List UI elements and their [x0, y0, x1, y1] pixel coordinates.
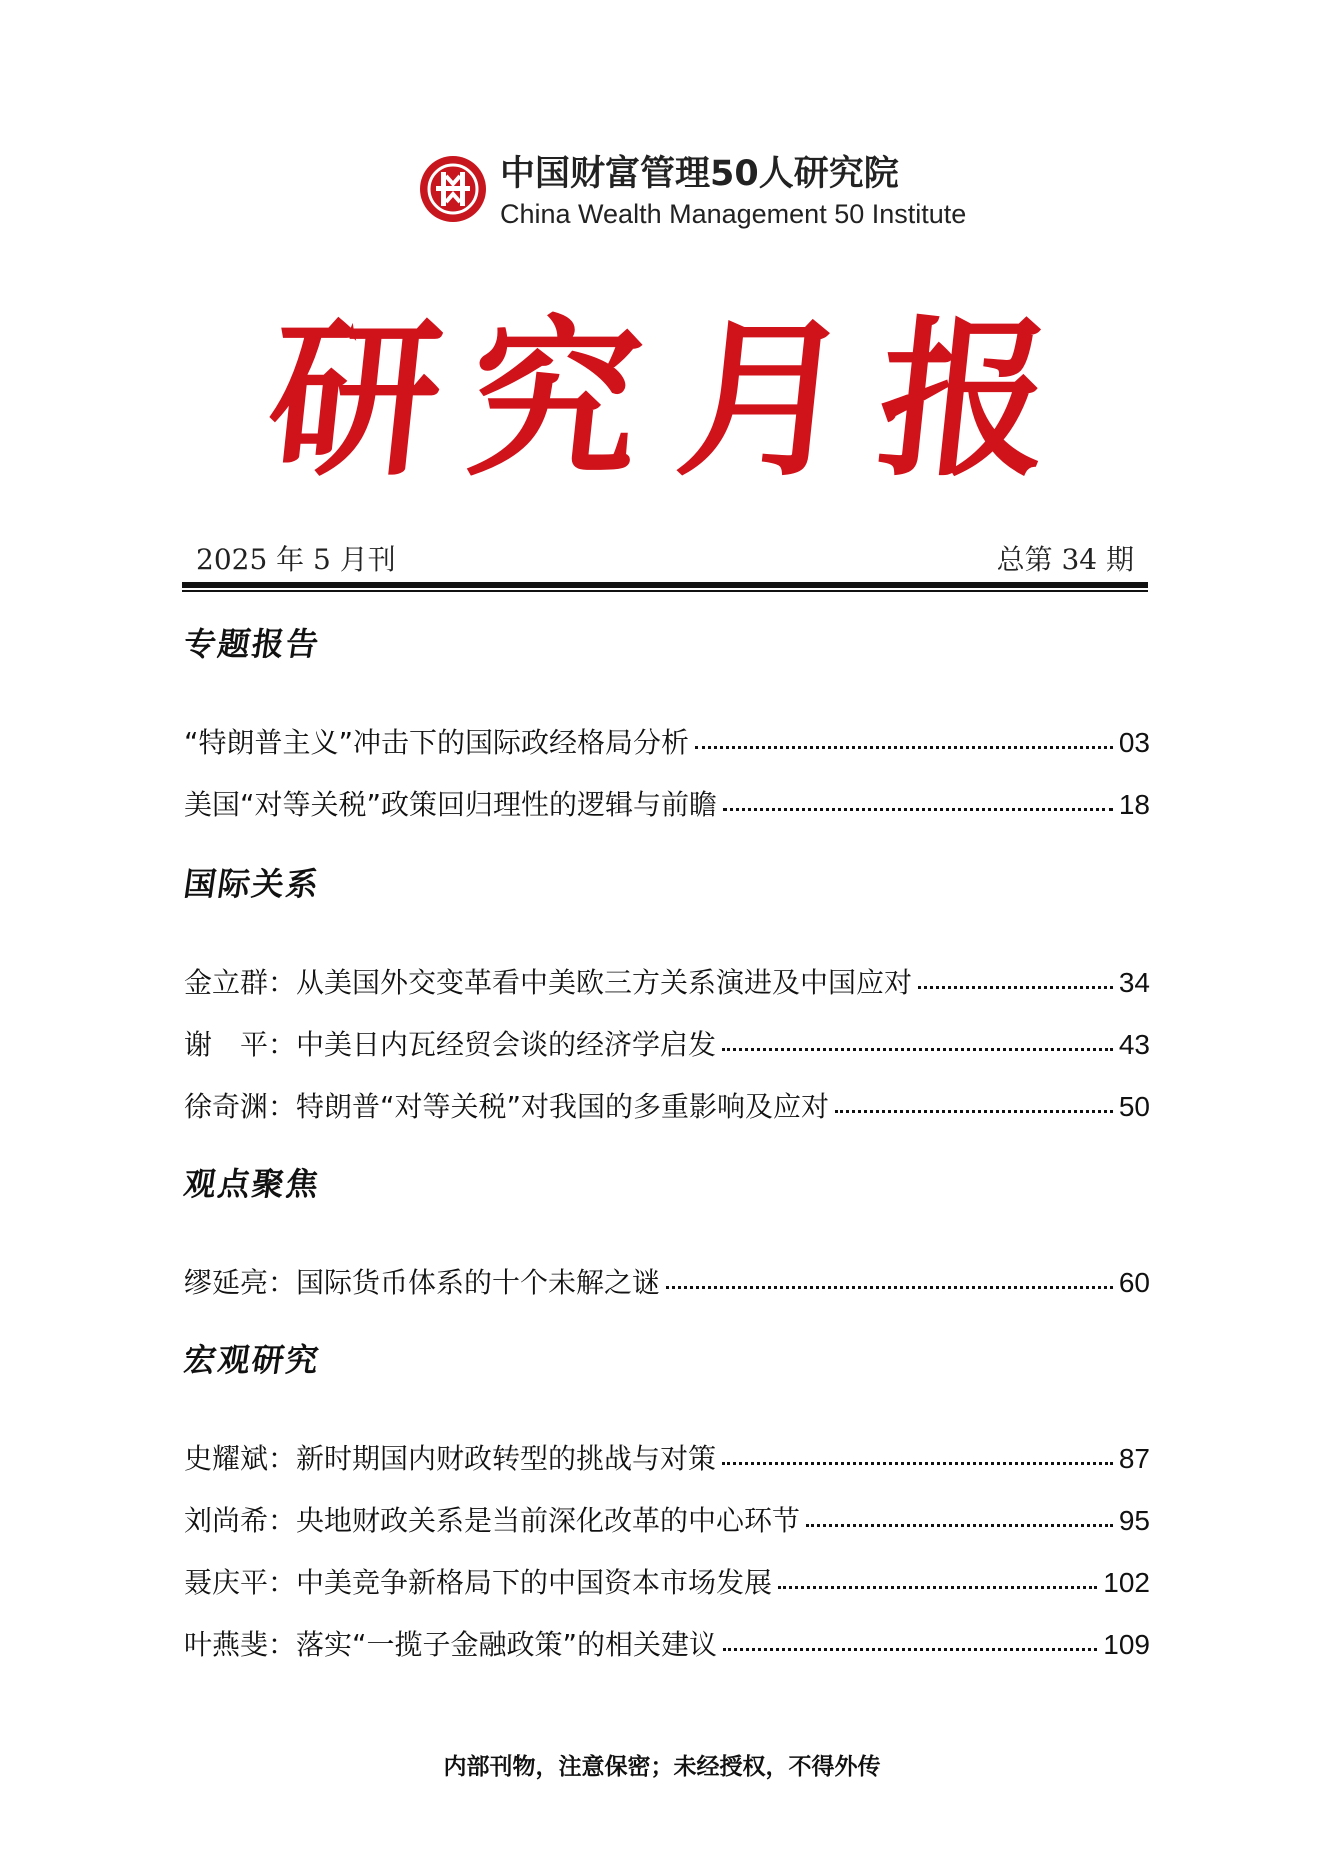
masthead-char: 究: [459, 300, 651, 500]
toc-section: [181, 860, 1150, 1160]
entry-page: 43: [1118, 1029, 1150, 1060]
issue-date: 2025 年 5 月刊: [196, 543, 396, 576]
institute-logo: [418, 152, 967, 232]
table-of-contents: [181, 620, 1150, 1696]
dot-leader: [778, 1586, 1097, 1589]
dot-leader: [723, 808, 1113, 811]
section-title: 观点聚焦: [181, 1165, 323, 1203]
entry-page: 34: [1118, 967, 1150, 998]
entry-title: 叶燕斐：落实“一揽子金融政策”的相关建议: [184, 1628, 718, 1661]
institute-name-cn: 中国财富管理50人研究院: [500, 154, 899, 194]
dot-leader: [722, 1462, 1113, 1465]
toc-entry[interactable]: [184, 712, 1150, 774]
toc-entry[interactable]: [184, 952, 1150, 1014]
toc-entry[interactable]: [184, 1428, 1150, 1490]
entry-title: “特朗普主义”冲击下的国际政经格局分析: [184, 726, 690, 759]
dot-leader: [723, 1648, 1097, 1651]
dot-leader: [695, 746, 1113, 749]
dot-leader: [835, 1110, 1113, 1113]
dot-leader: [806, 1524, 1113, 1527]
dot-leader: [722, 1048, 1113, 1051]
toc-section: [181, 620, 1150, 860]
entry-title: 缪延亮：国际货币体系的十个未解之谜: [184, 1266, 661, 1299]
header-rule-thick: [182, 582, 1148, 588]
toc-entry[interactable]: [184, 1490, 1150, 1552]
dot-leader: [918, 986, 1113, 989]
entry-page: 95: [1118, 1505, 1150, 1536]
entry-page: 50: [1118, 1091, 1150, 1122]
entry-page: 102: [1103, 1567, 1150, 1598]
section-title: 专题报告: [181, 625, 323, 663]
entry-title: 美国“对等关税”政策回归理性的逻辑与前瞻: [184, 788, 718, 821]
toc-entry[interactable]: [184, 1252, 1150, 1314]
entry-title: 史耀斌：新时期国内财政转型的挑战与对策: [184, 1442, 717, 1475]
toc-entry[interactable]: [184, 1614, 1150, 1676]
entry-title: 聂庆平：中美竞争新格局下的中国资本市场发展: [184, 1566, 773, 1599]
entry-title: 金立群：从美国外交变革看中美欧三方关系演进及中国应对: [184, 966, 913, 999]
issue-number: 总第 34 期: [996, 543, 1134, 576]
toc-section: [181, 1336, 1150, 1696]
masthead-char: 研: [259, 300, 451, 500]
entry-page: 109: [1103, 1629, 1150, 1660]
issue-info: [182, 538, 1148, 578]
masthead-char: 月: [669, 300, 861, 500]
entry-page: 87: [1118, 1443, 1150, 1474]
toc-entry[interactable]: [184, 1014, 1150, 1076]
masthead-char: 报: [869, 300, 1061, 500]
toc-entry[interactable]: [184, 1076, 1150, 1138]
toc-section: [181, 1160, 1150, 1336]
masthead-title: [259, 300, 1070, 500]
entry-page: 60: [1118, 1267, 1150, 1298]
entry-title: 谢 平：中美日内瓦经贸会谈的经济学启发: [184, 1028, 717, 1061]
toc-entry[interactable]: [184, 774, 1150, 836]
toc-entry[interactable]: [184, 1552, 1150, 1614]
entry-title: 刘尚希：央地财政关系是当前深化改革的中心环节: [184, 1504, 801, 1537]
section-title: 国际关系: [181, 865, 323, 903]
entry-page: 03: [1118, 727, 1150, 758]
section-title: 宏观研究: [181, 1341, 323, 1379]
confidentiality-notice: 内部刊物，注意保密；未经授权，不得外传: [443, 1754, 881, 1780]
header-rule-thin: [182, 590, 1148, 592]
entry-page: 18: [1118, 789, 1150, 820]
institute-emblem-icon: [418, 154, 488, 224]
institute-name-en: China Wealth Management 50 Institute: [500, 199, 967, 229]
dot-leader: [666, 1286, 1113, 1289]
entry-title: 徐奇渊：特朗普“对等关税”对我国的多重影响及应对: [184, 1090, 830, 1123]
